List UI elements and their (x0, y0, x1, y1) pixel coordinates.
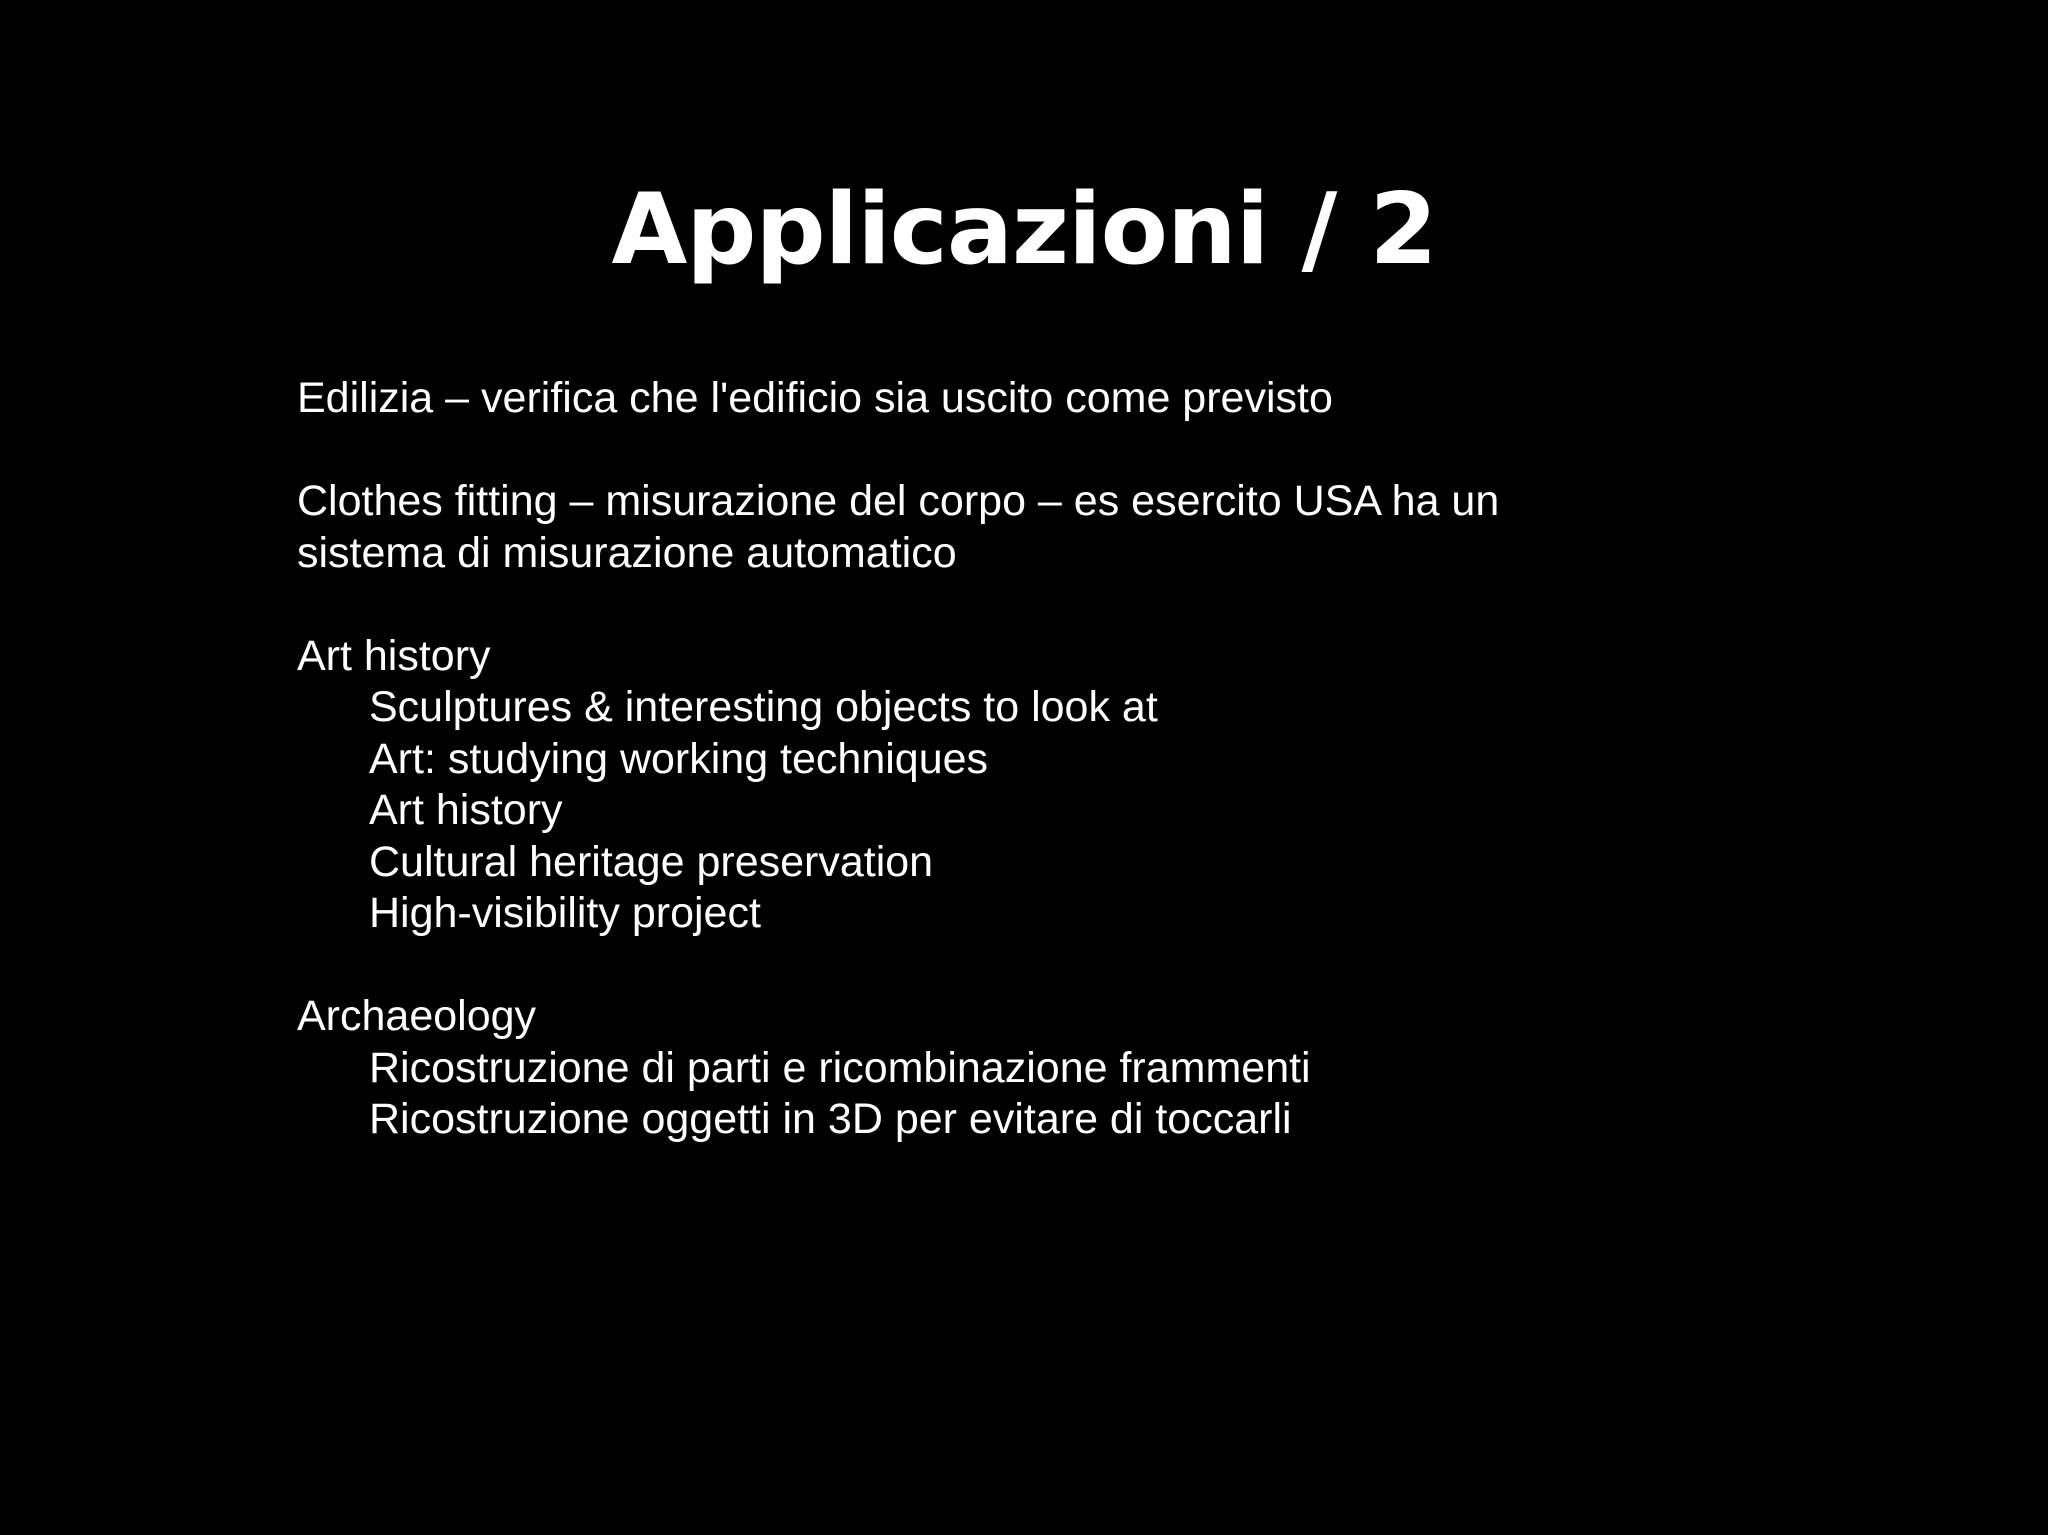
paragraph-edilizia: Edilizia – verifica che l'edificio sia uscito come previsto (297, 374, 1333, 422)
art-history-item: Sculptures & interesting objects to look at (369, 683, 1158, 731)
archaeology-heading: Archaeology (297, 992, 537, 1040)
art-history-heading: Art history (297, 631, 491, 680)
spacer (297, 940, 1997, 992)
archaeology-item: Ricostruzione oggetti in 3D per evitare di toccarli (369, 1095, 1292, 1143)
slide-body (297, 373, 1997, 1146)
art-history-item: High-visibility project (369, 889, 761, 937)
art-history-item: Art history (369, 786, 563, 834)
slide-title: Applicazioni / 2 (611, 173, 1437, 287)
archaeology-item: Ricostruzione di parti e ricombinazione frammenti (369, 1043, 1311, 1092)
paragraph-clothes-line-2: sistema di misurazione automatico (297, 528, 957, 577)
art-history-item: Cultural heritage preservation (369, 837, 934, 886)
spacer (297, 425, 1997, 477)
spacer (297, 579, 1997, 631)
art-history-item: Art: studying working techniques (369, 734, 989, 783)
paragraph-clothes-line-1: Clothes fitting – misurazione del corpo – es esercito USA ha un (297, 477, 1500, 525)
